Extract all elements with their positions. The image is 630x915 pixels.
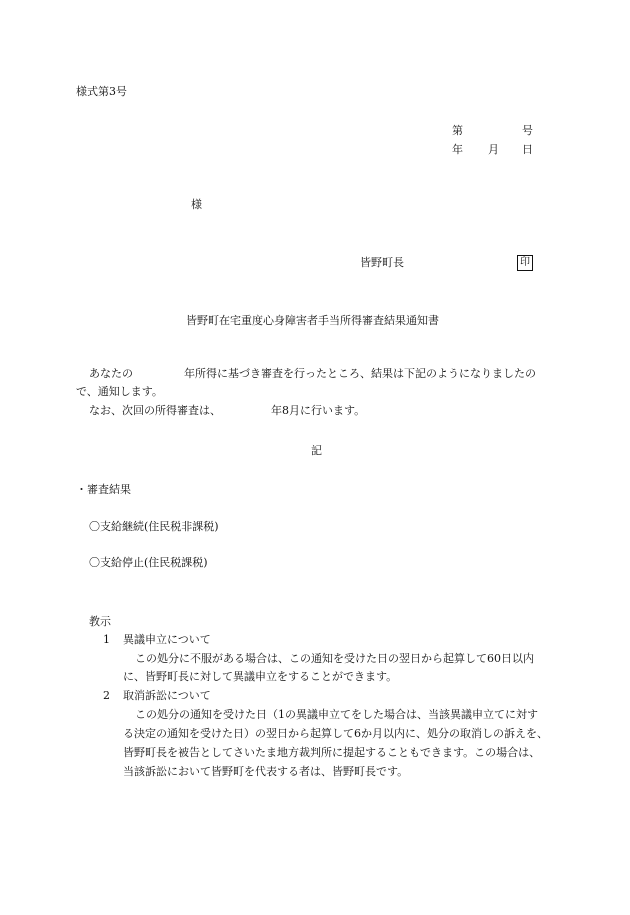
body-line3-rest: 年8月に行います。 [271,404,366,417]
doc-number-go: 号 [522,124,533,137]
ki-label: 記 [311,444,322,457]
section-heading: ・審査結果 [76,483,131,496]
option-stop: 〇支給停止(住民税課税) [89,556,208,569]
item2-title: 取消訴訟について [123,689,211,702]
body-line1-start: あなたの [89,367,133,380]
date-day: 日 [522,143,533,156]
item2-line4: 当該訴訟において皆野町を代表する者は、皆野町長です。 [123,765,409,778]
item1-title: 異議申立について [123,633,211,646]
option-continue: 〇支給継続(住民税非課税) [89,520,219,533]
item2-line1: この処分の通知を受けた日（1の異議申立てをした場合は、当該異議申立てに対す [135,708,538,721]
recipient-suffix: 様 [191,198,202,211]
item1-line2: に、皆野町長に対して異議申立をすることができます。 [123,670,398,683]
kyouji-heading: 教示 [89,615,111,628]
item2-number: 2 [103,689,110,702]
doc-number-dai: 第 [452,124,463,137]
document-title: 皆野町在宅重度心身障害者手当所得審査結果通知書 [186,314,439,327]
body-line3-start: なお、次回の所得審査は、 [89,404,221,417]
item2-line3: 皆野町長を被告としてさいたま地方裁判所に提起することもできます。この場合は、 [123,746,541,759]
item1-number: 1 [103,633,110,646]
seal-mark: 印 [517,255,533,271]
item1-line1: この処分に不服がある場合は、この通知を受けた日の翌日から起算して60日以内 [135,652,534,665]
form-number: 様式第3号 [76,85,127,98]
item2-line2: る決定の通知を受けた日）の翌日から起算して6か月以内に、処分の取消しの訴えを、 [123,727,548,740]
date-month: 月 [488,143,499,156]
body-line2: で、通知します。 [76,385,163,398]
body-line1-rest: 年所得に基づき審査を行ったところ、結果は下記のようになりましたの [184,367,536,380]
issuer: 皆野町長 [360,256,404,269]
date-year: 年 [452,143,463,156]
